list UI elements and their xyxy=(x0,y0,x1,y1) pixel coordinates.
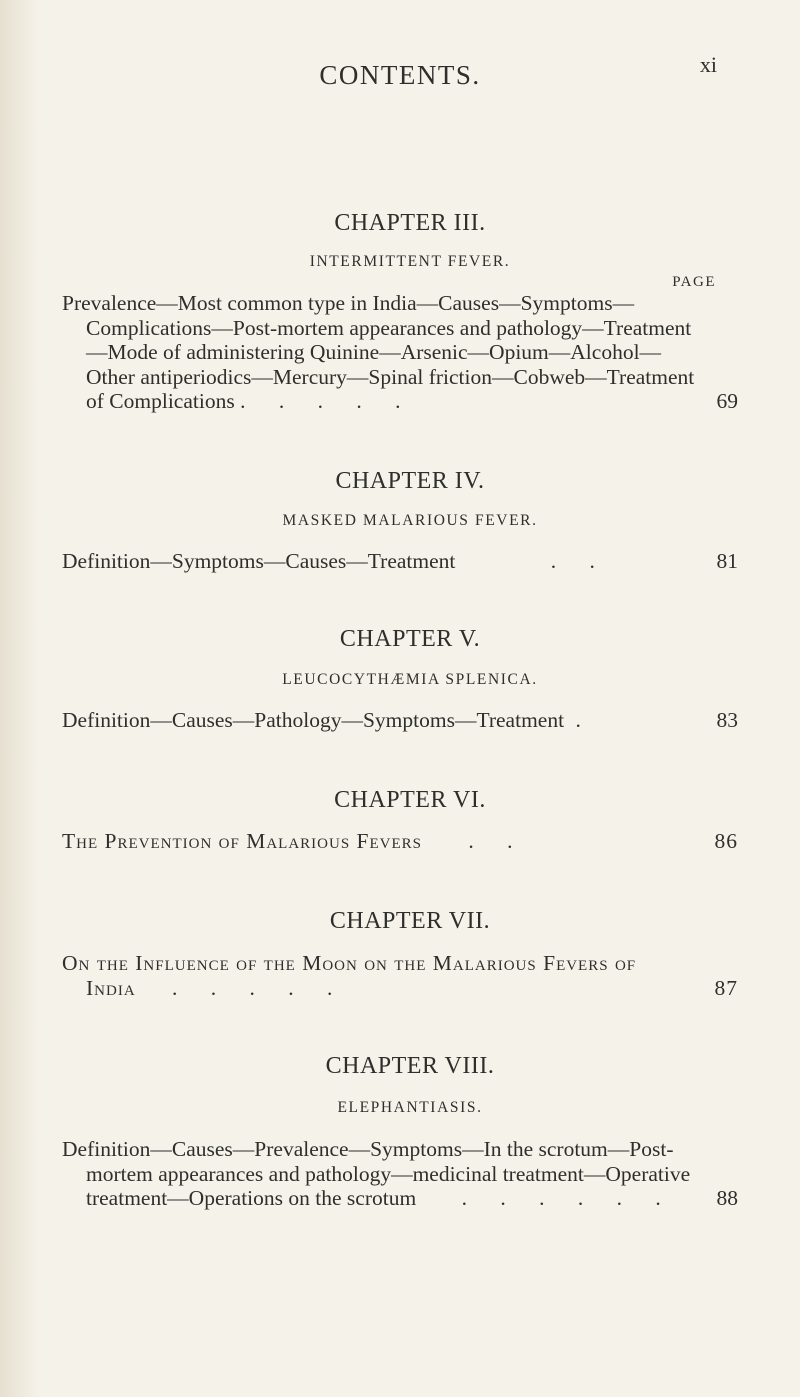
chapter-heading: CHAPTER IV. xyxy=(335,468,485,494)
chapter-subject: INTERMITTENT FEVER. xyxy=(309,253,511,270)
chapter-subject: MASKED MALARIOUS FEVER. xyxy=(282,512,538,529)
toc-entry-contents: Prevalence—Most common type in India—Causes—Symptoms—Complications—Post-mortem appearances and pathology—Treatment—Mode of administering Quinine—Arsenic—Opium—Alcohol—Other antiperiodics—Mercury—Spinal friction—Cobweb—Treatment of Complications xyxy=(62,291,695,413)
chapter-heading: CHAPTER III. xyxy=(334,210,486,236)
toc-entry[interactable] xyxy=(62,291,738,414)
toc-entry[interactable] xyxy=(62,1137,738,1211)
dot-leader: . . xyxy=(468,829,513,853)
dot-leader: . . xyxy=(550,549,595,573)
toc-entry[interactable] xyxy=(62,951,738,1000)
chapter-heading: CHAPTER VI. xyxy=(334,787,486,813)
dot-leader: . . . . . xyxy=(240,389,401,413)
chapter-subject: ELEPHANTIASIS. xyxy=(337,1099,483,1116)
toc-entry-contents: Definition—Symptoms—Causes—Treatment xyxy=(62,549,456,573)
toc-entry-page: 88 xyxy=(716,1186,738,1210)
chapter-heading: CHAPTER VIII. xyxy=(325,1053,495,1079)
running-head xyxy=(0,52,800,92)
running-title: CONTENTS. xyxy=(319,60,481,90)
chapter-heading: CHAPTER V. xyxy=(339,626,481,652)
toc-entry[interactable] xyxy=(62,708,738,733)
toc-entry-page: 86 xyxy=(714,829,738,853)
chapter-heading: CHAPTER VII. xyxy=(329,908,491,934)
toc-entry-contents: The Prevention of Malarious Fevers xyxy=(62,829,422,853)
toc-entry-page: 87 xyxy=(714,975,738,1000)
toc-entry-page: 81 xyxy=(716,549,738,573)
chapter-subject: LEUCOCYTHÆMIA SPLENICA. xyxy=(282,671,538,688)
toc-entry-page: 69 xyxy=(716,389,738,413)
toc-entry[interactable] xyxy=(62,829,738,854)
toc-entry-contents: Definition—Causes—Pathology—Symptoms—Treatment xyxy=(62,708,565,732)
page-column-label: PAGE xyxy=(672,274,716,290)
page-number: xi xyxy=(699,52,717,77)
toc-entry-page: 83 xyxy=(716,708,738,732)
toc-entry-contents: On the Influence of the Moon on the Malarious Fevers of India xyxy=(62,951,637,1000)
dot-leader: . . . . . . xyxy=(461,1186,661,1210)
dot-leader: . xyxy=(575,708,581,732)
toc-entry-contents: Definition—Causes—Prevalence—Symptoms—In the scrotum—Post-mortem appearances and pathology—medicinal treatment—Operative treatment—Operations on the scrotum xyxy=(62,1137,691,1210)
toc-entry[interactable] xyxy=(62,549,738,574)
dot-leader: . . . . . xyxy=(172,975,333,1000)
